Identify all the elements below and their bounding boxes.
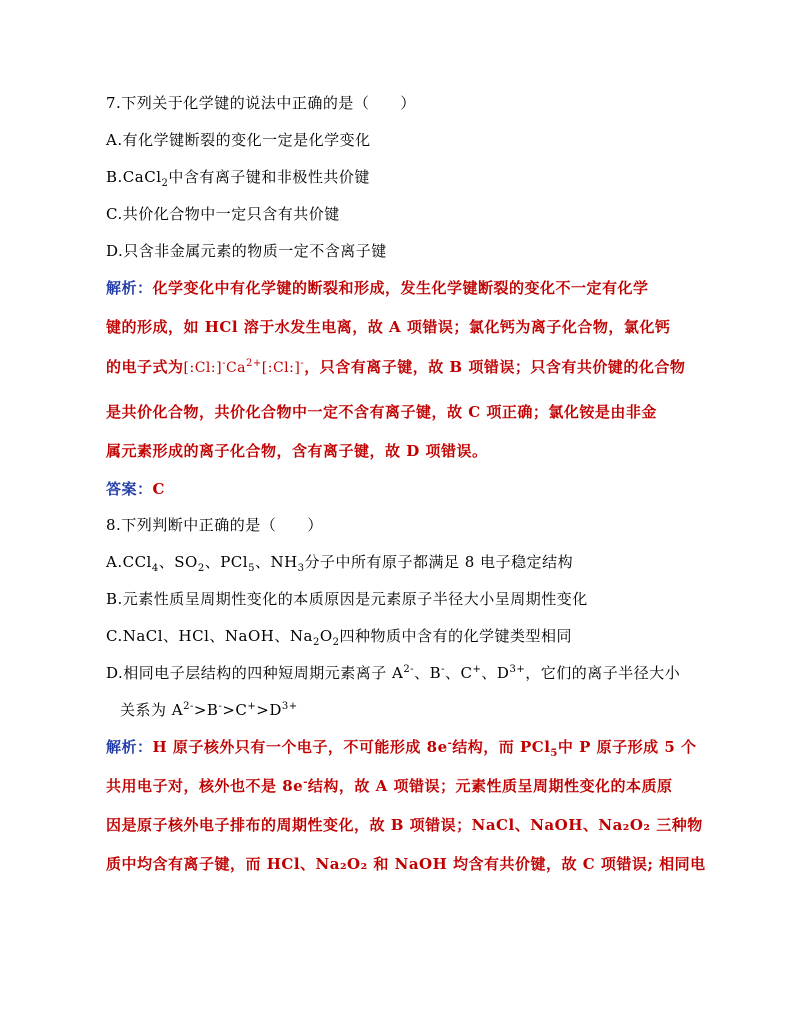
q7-answer <box>106 479 165 499</box>
q8-analysis-line-4: 质中均含有离子键，而 HCl、Na₂O₂ 和 NaOH 均含有共价键，故 C 项错误; 相同电 <box>106 855 706 873</box>
q8-d2-part: >C <box>222 701 248 719</box>
q8-option-d-line-1 <box>106 663 680 683</box>
q7-analysis-line-2: 键的形成，如 HCl 溶于水发生电离，故 A 项错误；氯化钙为离子化合物，氯化钙 <box>106 318 671 336</box>
q8-analysis-line-2 <box>106 776 672 796</box>
q8-d2-sup: - <box>218 701 223 712</box>
q8-analysis-part: 结构，故 A 项错误；元素性质呈周期性变化的本质原 <box>307 777 673 795</box>
electron-formula-ca: Ca <box>225 360 247 376</box>
q7-option-b-pre: B.CaCl <box>106 168 162 186</box>
cl-charge-left: - <box>222 358 226 369</box>
q7-analysis-line-5: 属元素形成的离子化合物，含有离子键，故 D 项错误。 <box>106 442 488 460</box>
q8-a-part: 、NH <box>254 553 298 571</box>
q8-d-part: ，它们的离子半径大小 <box>525 664 681 682</box>
q8-d-part: 、C <box>445 664 473 682</box>
q8-analysis-line-1 <box>106 737 697 757</box>
q8-a-sub: 3 <box>297 563 305 574</box>
q8-analysis-part: 中 P 原子形成 5 个 <box>557 738 697 756</box>
q8-option-d-line-2 <box>120 700 298 720</box>
q7-analysis-text-1: 化学变化中有化学键的断裂和形成，发生化学键断裂的变化不一定有化学 <box>152 279 649 297</box>
q8-analysis-sup: - <box>447 738 453 749</box>
q8-a-part: 、PCl <box>204 553 249 571</box>
q8-stem: 8.下列判断中正确的是（ ） <box>106 516 323 534</box>
q7-option-c: C.共价化合物中一定只含有共价键 <box>106 205 340 223</box>
q8-c-sub: 2 <box>332 637 340 648</box>
q8-d2-part: >B <box>193 701 219 719</box>
q7-option-d: D.只含非金属元素的物质一定不含离子键 <box>106 242 387 260</box>
q8-d-sup: 2- <box>403 664 415 675</box>
q7-answer-value: C <box>152 480 165 498</box>
q8-option-b: B.元素性质呈周期性变化的本质原因是元素原子半径大小呈周期性变化 <box>106 590 588 608</box>
q7-option-a: A.有化学键断裂的变化一定是化学变化 <box>106 131 371 149</box>
q8-d-sup: + <box>472 664 482 675</box>
q8-c-part: 四种物质中含有的化学键类型相同 <box>339 627 573 645</box>
q7-stem: 7.下列关于化学键的说法中正确的是（ ） <box>106 94 416 112</box>
q8-analysis-part: 共用电子对，核外也不是 8e <box>106 777 304 795</box>
q8-d2-sup: 3+ <box>281 701 298 712</box>
q7-analysis-3-pre: 的电子式为 <box>106 358 184 376</box>
q8-a-sub: 4 <box>151 563 159 574</box>
q8-analysis-part: 结构，而 PCl <box>452 738 551 756</box>
q8-option-c <box>106 626 572 646</box>
q8-d-part: D.相同电子层结构的四种短周期元素离子 A <box>106 664 404 682</box>
q7-analysis-line-4: 是共价化合物，共价化合物中一定不含有离子键，故 C 项正确；氯化铵是由非金 <box>106 403 657 421</box>
q7-analysis-line-1 <box>106 278 649 298</box>
q8-analysis-sup: - <box>303 777 308 788</box>
q8-analysis-sub: 5 <box>550 748 558 759</box>
q8-d-sup: - <box>441 664 446 675</box>
q8-a-sub: 2 <box>197 563 205 574</box>
q7-answer-label: 答案： <box>106 480 153 498</box>
electron-formula-cl-left: [:Cl:] <box>183 360 223 376</box>
q8-d2-part: 关系为 A <box>120 701 184 719</box>
q7-option-b-post: 中含有离子键和非极性共价键 <box>168 168 370 186</box>
q8-c-sub: 2 <box>312 637 320 648</box>
q8-d2-part: >D <box>256 701 282 719</box>
q8-a-sub: 5 <box>248 563 255 574</box>
q8-d2-sup: 2- <box>183 701 194 712</box>
q8-analysis-label: 解析： <box>106 738 153 756</box>
q8-a-part: A.CCl <box>106 553 152 571</box>
q8-analysis-line-3: 因是原子核外电子排布的周期性变化，故 B 项错误；NaCl、NaOH、Na₂O₂ 三种物 <box>106 816 703 834</box>
q7-analysis-line-3 <box>106 357 685 378</box>
q8-d-part: 、D <box>481 664 510 682</box>
electron-formula-cl-right: [:Cl:] <box>261 360 301 376</box>
q8-d-part: 、B <box>414 664 442 682</box>
cl-charge-right: - <box>300 358 305 369</box>
q8-a-part: 、SO <box>158 553 198 571</box>
q8-c-part: O <box>319 627 333 645</box>
q8-a-part: 分子中所有原子都满足 8 电子稳定结构 <box>304 553 574 571</box>
q8-c-part: C.NaCl、HCl、NaOH、Na <box>106 627 313 645</box>
ca-charge: 2+ <box>246 358 262 369</box>
q8-analysis-part: H 原子核外只有一个电子，不可能形成 8e <box>152 738 448 756</box>
q7-analysis-label: 解析： <box>106 279 153 297</box>
q8-option-a <box>106 552 573 572</box>
q7-option-b <box>106 167 370 187</box>
q8-d2-sup: + <box>247 701 257 712</box>
q7-option-b-sub: 2 <box>161 178 169 189</box>
q7-analysis-3-post: ，只含有离子键，故 B 项错误；只含有共价键的化合物 <box>304 358 686 376</box>
q8-d-sup: 3+ <box>509 664 526 675</box>
